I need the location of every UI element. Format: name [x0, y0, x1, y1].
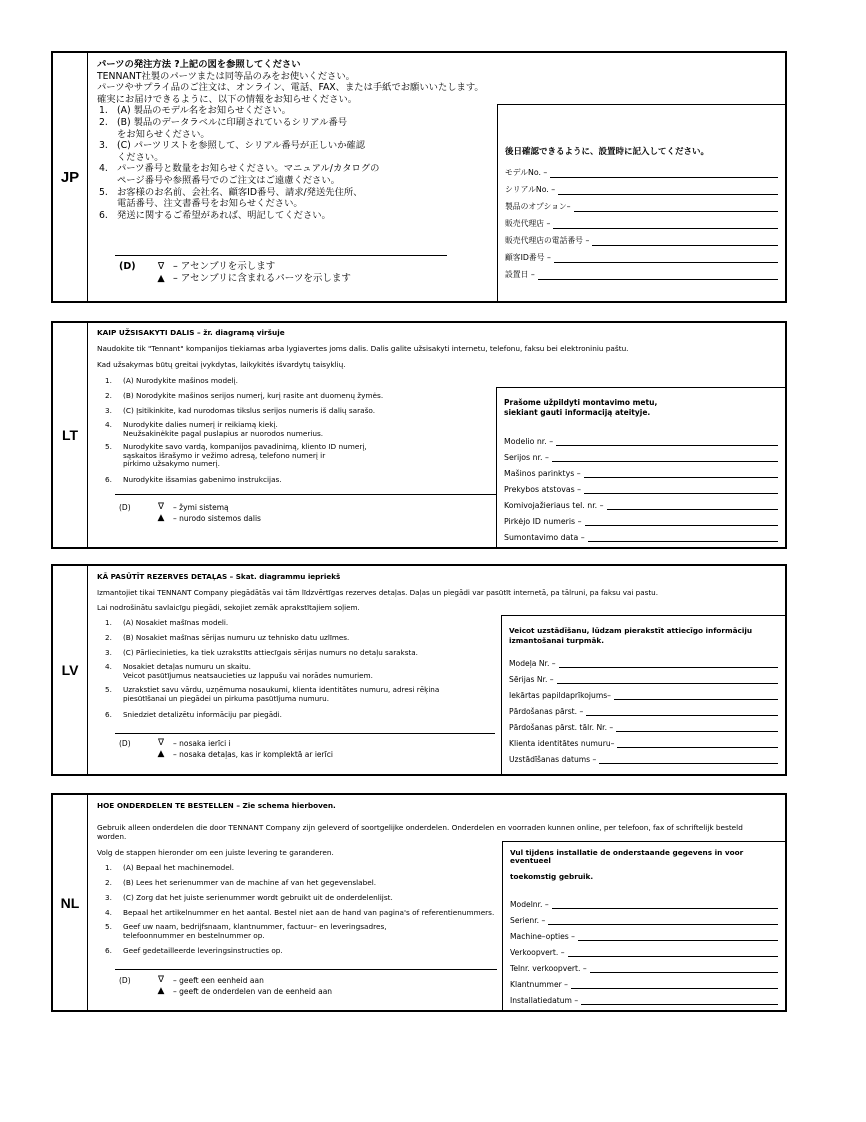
- step-text: (C) パーツリストを参照して、シリアル番号が正しいか確認 ください。: [117, 140, 366, 163]
- write-line[interactable]: [614, 698, 778, 700]
- write-line[interactable]: [548, 923, 778, 925]
- legend-text: – nosaka detaļas, kas ir komplektā ar ierīci: [173, 750, 333, 759]
- step-number: 3.: [105, 406, 112, 415]
- field-label: Komivojažieriaus tel. nr. –: [504, 501, 604, 510]
- step-text: お客様のお名前、会社名、顧客ID番号、請求/発送先住所、 電話番号、注文書番号をお知らせください。: [117, 186, 363, 210]
- step-number: 2.: [105, 878, 112, 887]
- field-label: Machine–opties –: [510, 932, 575, 941]
- form-field[interactable]: [509, 732, 778, 748]
- write-line[interactable]: [585, 524, 779, 526]
- form-field[interactable]: [504, 462, 778, 478]
- field-label: Modeļa Nr. –: [509, 659, 556, 668]
- open-triangle-icon: ∇: [157, 738, 165, 748]
- form-field[interactable]: [510, 909, 778, 925]
- step-number: 1.: [99, 105, 108, 117]
- step-number: 6.: [105, 710, 112, 719]
- form-field[interactable]: [509, 748, 778, 764]
- filled-triangle-icon: ▲: [157, 986, 165, 996]
- legend: [119, 738, 333, 760]
- section-title: パーツの発注方法 ?上記の図を参照してください: [97, 59, 301, 70]
- legend-divider: [115, 969, 497, 970]
- form-field[interactable]: [509, 700, 778, 716]
- installation-record-box: [501, 615, 787, 776]
- step-number: 4.: [105, 908, 112, 917]
- language-code: JP: [53, 53, 88, 301]
- step-text: Geef uw naam, bedrijfsnaam, klantnummer, factuur– en leveringsadres, telefoonnummer en bestelnummer op.: [123, 922, 387, 940]
- legend: [119, 261, 351, 285]
- step-number: 3.: [99, 140, 108, 152]
- field-label: Klantnummer –: [510, 980, 568, 989]
- write-line[interactable]: [550, 176, 778, 178]
- field-label: Klienta identitātes numuru–: [509, 739, 615, 748]
- legend-text: – アセンブリに含まれるパーツを示します: [173, 273, 351, 284]
- write-line[interactable]: [554, 261, 778, 263]
- open-triangle-icon: ∇: [157, 261, 165, 272]
- language-code: LV: [53, 566, 88, 774]
- step-text: Sniedziet detalizētu informāciju par piegādi.: [123, 710, 282, 719]
- form-field[interactable]: [510, 941, 778, 957]
- step-number: 5.: [105, 442, 112, 451]
- step-number: 2.: [105, 633, 112, 642]
- field-label: Installatiedatum –: [510, 996, 579, 1005]
- legend: [119, 975, 332, 997]
- write-line[interactable]: [557, 682, 778, 684]
- field-label: Iekārtas papildaprīkojums–: [509, 691, 611, 700]
- intro-line: Lai nodrošinātu savlaicīgu piegādi, sekojiet zemāk aprakstītajiem soļiem.: [97, 603, 360, 612]
- write-line[interactable]: [586, 714, 778, 716]
- nl-section: [51, 793, 787, 1012]
- form-field[interactable]: [505, 263, 778, 280]
- write-line[interactable]: [552, 460, 778, 462]
- step-text: (C) Zorg dat het juiste serienummer wordt gebruikt uit de onderdelenlijst.: [123, 893, 393, 902]
- form-field[interactable]: [510, 973, 778, 989]
- box-heading: Veicot uzstādīšanu, lūdzam pierakstīt attiecīgo informāciju izmantošanai turpmāk.: [509, 626, 753, 645]
- form-field[interactable]: [505, 161, 778, 178]
- installation-record-box: [502, 841, 787, 1012]
- intro-line: 確実にお届けできるように、以下の情報をお知らせください。: [97, 93, 358, 105]
- write-line[interactable]: [599, 762, 778, 764]
- filled-triangle-icon: ▲: [157, 273, 165, 284]
- step-text: (B) Lees het serienummer van de machine af van het gegevenslabel.: [123, 878, 377, 887]
- step-text: Geef gedetailleerde leveringsinstructies op.: [123, 946, 283, 955]
- field-label: Sērijas Nr. –: [509, 675, 554, 684]
- step-number: 5.: [105, 685, 112, 694]
- write-line[interactable]: [616, 730, 778, 732]
- form-field[interactable]: [505, 178, 778, 195]
- step-number: 6.: [105, 946, 112, 955]
- field-label: Sumontavimo data –: [504, 533, 585, 542]
- field-label: Serijos nr. –: [504, 453, 549, 462]
- step-text: Bepaal het artikelnummer en het aantal. Bestel niet aan de hand van pagina's of referentienummers.: [123, 908, 495, 917]
- intro-line: Kad užsakymas būtų greitai įvykdytas, laikykitės išvardytų taisyklių.: [97, 360, 346, 369]
- filled-triangle-icon: ▲: [157, 749, 165, 759]
- legend-text: – geeft de onderdelen van de eenheid aan: [173, 987, 333, 996]
- legend-text: – žymi sistemą: [173, 503, 229, 512]
- legend-key: (D): [119, 261, 136, 272]
- field-label: Pārdošanas pārst. –: [509, 707, 584, 716]
- field-label: Prekybos atstovas –: [504, 485, 582, 494]
- form-field[interactable]: [505, 229, 778, 246]
- form-field[interactable]: [509, 668, 778, 684]
- write-line[interactable]: [552, 907, 778, 909]
- legend-text: – nosaka ierīci i: [173, 739, 231, 748]
- step-text: (A) Nurodykite mašinos modelį.: [123, 376, 238, 385]
- write-line[interactable]: [578, 939, 778, 941]
- field-label: Uzstādīšanas datums –: [509, 755, 597, 764]
- form-field[interactable]: [505, 246, 778, 263]
- form-field[interactable]: [509, 716, 778, 732]
- installation-record-box: [496, 387, 787, 549]
- step-number: 5.: [105, 922, 112, 931]
- form-field[interactable]: [510, 989, 778, 1005]
- field-label: 販売代理店 –: [505, 219, 551, 228]
- step-number: 1.: [105, 376, 112, 385]
- legend-text: – geeft een eenheid aan: [173, 976, 264, 985]
- write-line[interactable]: [617, 746, 778, 748]
- write-line[interactable]: [558, 193, 778, 195]
- field-label: モデルNo. –: [505, 168, 548, 177]
- legend: [119, 502, 261, 524]
- step-text: 発送に関するご希望があれば、明記してください。: [117, 209, 331, 221]
- write-line[interactable]: [590, 971, 778, 973]
- step-text: (B) Nosakiet mašīnas sērijas numuru uz tehnisko datu uzlīmes.: [123, 633, 350, 642]
- step-number: 6.: [105, 474, 112, 484]
- lv-section: [51, 564, 787, 776]
- open-triangle-icon: ∇: [157, 975, 165, 985]
- write-line[interactable]: [559, 666, 778, 668]
- step-text: Uzrakstiet savu vārdu, uzņēmuma nosaukumi, klienta identitātes numuru, adresi rēķina piesūtīšanai un piegādei un pirkuma pasūtījuma numuru.: [123, 685, 440, 703]
- step-number: 6.: [99, 209, 108, 221]
- step-text: (C) Įsitikinkite, kad nurodomas tikslus serijos numeris iš dalių sarašo.: [123, 406, 376, 415]
- intro-line: Izmantojiet tikai TENNANT Company piegādātās vai tām līdzvērtīgas rezerves detaļas. Daļas un piegādi var pasūtīt internetā, pa tālruni, pa faksu vai pastu.: [97, 588, 659, 597]
- form-field[interactable]: [504, 430, 778, 446]
- step-number: 1.: [105, 863, 112, 872]
- write-line[interactable]: [584, 492, 778, 494]
- field-label: 顧客ID番号 –: [505, 253, 551, 262]
- jp-section: [51, 51, 787, 303]
- step-number: 1.: [105, 618, 112, 627]
- step-text: (C) Pārliecinieties, ka tiek uzrakstīts attiecīgais sērijas numurs no detaļu saraksta.: [123, 648, 418, 657]
- form-field[interactable]: [504, 510, 778, 526]
- section-title: HOE ONDERDELEN TE BESTELLEN – Zie schema hierboven.: [97, 801, 336, 810]
- form-field[interactable]: [509, 684, 778, 700]
- field-label: Modelio nr. –: [504, 437, 554, 446]
- legend-text: – nurodo sistemos dalis: [173, 514, 261, 523]
- legend-key: (D): [119, 503, 131, 512]
- language-code: LT: [53, 323, 88, 547]
- step-text: Nurodykite išsamias gabenimo instrukcijas.: [123, 474, 282, 484]
- field-label: Verkoopvert. –: [510, 948, 565, 957]
- field-label: 設置日 –: [505, 270, 535, 279]
- form-field[interactable]: [504, 494, 778, 510]
- legend-divider: [115, 255, 447, 256]
- form-field[interactable]: [510, 893, 778, 909]
- filled-triangle-icon: ▲: [157, 513, 165, 523]
- write-line[interactable]: [588, 540, 778, 542]
- step-text: パーツ番号と数量をお知らせください。マニュアル/カタログの ページ番号や参照番号でのご注文はご遠慮ください。: [117, 163, 380, 186]
- write-line[interactable]: [607, 508, 778, 510]
- box-heading: 後日確認できるように、設置時に記入してください。: [505, 147, 710, 157]
- field-label: Pārdošanas pārst. tālr. Nr. –: [509, 723, 614, 732]
- form-field[interactable]: [510, 957, 778, 973]
- field-label: 販売代理店の電話番号 –: [505, 236, 590, 245]
- step-text: (B) Norodykite mašinos serijos numerį, kurį rasite ant duomenų žymės.: [123, 391, 384, 400]
- write-line[interactable]: [574, 210, 778, 212]
- section-title: KAIP UŽSISAKYTI DALIS – žr. diagramą viršuje: [97, 328, 285, 337]
- step-text: Nurodykite dalies numerį ir reikiamą kiekį. Neužsakinėkite pagal puslapius ar nuorodos numerius.: [123, 420, 324, 438]
- legend-divider: [115, 494, 497, 495]
- step-number: 4.: [105, 420, 112, 429]
- step-number: 3.: [105, 893, 112, 902]
- write-line[interactable]: [571, 987, 778, 989]
- form-field[interactable]: [505, 212, 778, 229]
- write-line[interactable]: [553, 227, 778, 229]
- field-label: 製品のオプション–: [505, 202, 571, 211]
- step-number: 4.: [99, 163, 108, 175]
- form-field[interactable]: [504, 526, 778, 542]
- box-heading: Prašome užpildyti montavimo metu, siekiant gauti informaciją ateityje.: [504, 398, 658, 417]
- write-line[interactable]: [592, 244, 778, 246]
- field-label: シリアルNo. –: [505, 185, 556, 194]
- form-field[interactable]: [504, 478, 778, 494]
- write-line[interactable]: [556, 444, 778, 446]
- intro-line: Volg de stappen hieronder om een juiste levering te garanderen.: [97, 848, 334, 857]
- form-field[interactable]: [509, 652, 778, 668]
- step-number: 5.: [99, 186, 108, 198]
- step-text: (A) Nosakiet mašīnas modeli.: [123, 618, 229, 627]
- legend-divider: [115, 733, 495, 734]
- open-triangle-icon: ∇: [157, 502, 165, 512]
- intro-line: TENNANT社製のパーツまたは同等品のみをお使いください。: [97, 70, 355, 82]
- field-label: Pirkėjo ID numeris –: [504, 517, 582, 526]
- field-label: Telnr. verkoopvert. –: [510, 964, 587, 973]
- write-line[interactable]: [581, 1003, 778, 1005]
- box-heading: Vul tijdens installatie de onderstaande gegevens in voor eventueel toekomstig gebruik.: [510, 848, 744, 881]
- write-line[interactable]: [568, 955, 778, 957]
- intro-line: Gebruik alleen onderdelen die door TENNANT Company zijn geleverd of soortgelijke onderdelen. Onderdelen en voorraden kunnen online, per telefoon, fax of schriftelijk besteld worden.: [97, 823, 743, 841]
- form-field[interactable]: [505, 195, 778, 212]
- step-number: 3.: [105, 648, 112, 657]
- language-code: NL: [53, 795, 88, 1010]
- intro-line: Naudokite tik "Tennant" kompanijos tiekiamas arba lygiavertes joms dalis. Dalis galite užsisakyti internetu, telefonu, faksu bei elektroniniu paštu.: [97, 344, 629, 353]
- section-title: KĀ PASŪTĪT REZERVES DETAĻAS – Skat. diagrammu iepriekš: [97, 572, 341, 581]
- field-label: Serienr. –: [510, 916, 546, 925]
- step-text: Nurodykite savo vardą, kompanijos pavadinimą, kliento ID numerį, sąskaitos išrašymo ir vežimo adresą, telefono numerį ir pirkimo užsakymo numerį.: [123, 442, 367, 468]
- write-line[interactable]: [584, 476, 778, 478]
- installation-record-box: [497, 104, 787, 303]
- form-field[interactable]: [504, 446, 778, 462]
- form-field[interactable]: [510, 925, 778, 941]
- field-label: Mašinos parinktys –: [504, 469, 581, 478]
- list-item: [105, 376, 781, 386]
- field-label: Modelnr. –: [510, 900, 549, 909]
- step-number: 4.: [105, 662, 112, 671]
- write-line[interactable]: [538, 278, 778, 280]
- lt-section: [51, 321, 787, 549]
- step-text: (A) 製品のモデル名をお知らせください。: [117, 105, 291, 117]
- step-text: Nosakiet detaļas numuru un skaitu. Veicot pasūtījumus neatsaucieties uz lappušu vai norādes numuriem.: [123, 662, 373, 680]
- legend-key: (D): [119, 739, 131, 748]
- intro-line: パーツやサプライ品のご注文は、オンライン、電話、FAX、または手紙でお願いいたします。: [97, 82, 484, 94]
- step-text: (B) 製品のデータラベルに印刷されているシリアル番号 をお知らせください。: [117, 116, 348, 140]
- step-number: 2.: [105, 391, 112, 400]
- legend-key: (D): [119, 976, 131, 985]
- legend-text: – アセンブリを示します: [173, 261, 276, 272]
- step-text: (A) Bepaal het machinemodel.: [123, 863, 235, 872]
- step-number: 2.: [99, 116, 108, 128]
